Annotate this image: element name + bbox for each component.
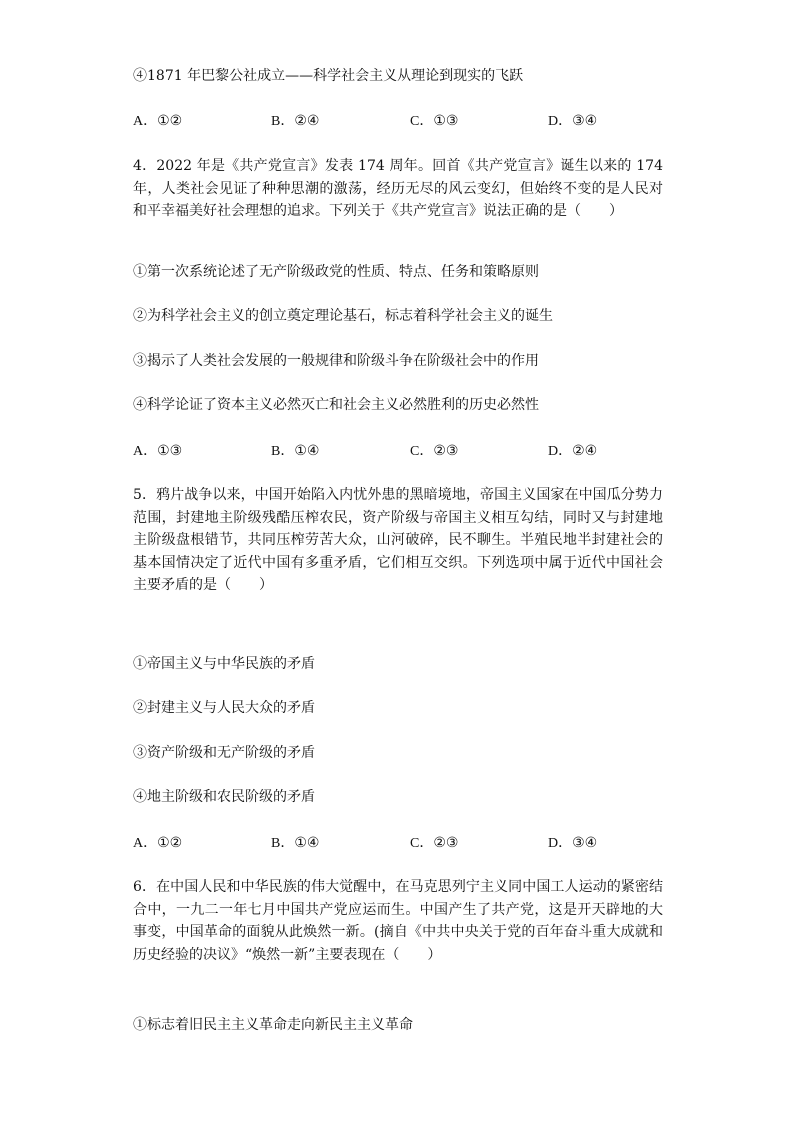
q3-option-b[interactable] [271, 110, 319, 130]
q5-statement-3: ③资产阶级和无产阶级的矛盾 [133, 745, 315, 761]
q4-option-b-label: B． [271, 444, 295, 459]
q4-option-a[interactable] [133, 440, 182, 460]
q3-option-c-label: C． [410, 114, 434, 129]
q5-option-d-label: D． [548, 836, 573, 851]
q5-option-b-value: ①④ [294, 835, 320, 851]
q4-option-a-label: A． [133, 444, 158, 459]
q3-statement-4: ④1871 年巴黎公社成立——科学社会主义从理论到现实的飞跃 [133, 68, 524, 84]
q6-statement-1: ①标志着旧民主主义革命走向新民主主义革命 [133, 1017, 413, 1033]
q5-option-a[interactable] [133, 832, 182, 852]
q5-option-a-value: ①② [157, 835, 183, 851]
q3-option-a-label: A． [133, 114, 158, 129]
q4-option-d[interactable] [548, 440, 597, 460]
q5-statement-1: ①帝国主义与中华民族的矛盾 [133, 656, 315, 672]
q3-option-c[interactable] [410, 110, 458, 130]
q3-option-c-value: ①③ [433, 113, 459, 129]
q4-option-c[interactable] [410, 440, 458, 460]
q3-option-d-value: ③④ [572, 113, 598, 129]
q4-options [133, 440, 663, 462]
q3-options [133, 110, 663, 132]
q3-option-d[interactable] [548, 110, 597, 130]
q3-option-a-value: ①② [157, 113, 183, 129]
q4-statement-3: ③揭示了人类社会发展的一般规律和阶级斗争在阶级社会中的作用 [133, 353, 539, 369]
q4-option-a-value: ①③ [157, 443, 183, 459]
q4-option-d-label: D． [548, 444, 573, 459]
q5-option-c-value: ②③ [433, 835, 459, 851]
q3-option-d-label: D． [548, 114, 573, 129]
q4-stem: 4．2022 年是《共产党宣言》发表 174 周年。回首《共产党宣言》诞生以来的 174 年，人类社会见证了种种思潮的激荡，经历无尽的风云变幻，但始终不变的是人民对和平幸福美好社会理想的追求。下列关于《共产党宣言》说法正确的是（ ） [133, 158, 663, 220]
q5-option-a-label: A． [133, 836, 158, 851]
q3-option-b-label: B． [271, 114, 295, 129]
q4-option-c-value: ②③ [433, 443, 459, 459]
q5-option-c[interactable] [410, 832, 458, 852]
q5-statement-2: ②封建主义与人民大众的矛盾 [133, 700, 315, 716]
q5-stem: 5．鸦片战争以来，中国开始陷入内忧外患的黑暗境地，帝国主义国家在中国瓜分势力范围，封建地主阶级残酷压榨农民，资产阶级与帝国主义相互勾结，同时又与封建地主阶级盘根错节，共同压榨劳苦大众，山河破碎，民不聊生。半殖民地半封建社会的基本国情决定了近代中国有多重矛盾，它们相互交织。下列选项中属于近代中国社会主要矛盾的是（ ） [133, 487, 663, 594]
q5-option-c-label: C． [410, 836, 434, 851]
q5-option-b[interactable] [271, 832, 319, 852]
q3-option-b-value: ②④ [294, 113, 320, 129]
q4-statement-2: ②为科学社会主义的创立奠定理论基石，标志着科学社会主义的诞生 [133, 308, 553, 324]
q3-option-a[interactable] [133, 110, 182, 130]
q5-option-d[interactable] [548, 832, 597, 852]
q4-option-b[interactable] [271, 440, 319, 460]
q4-option-b-value: ①④ [294, 443, 320, 459]
q6-stem: 6．在中国人民和中华民族的伟大觉醒中，在马克思列宁主义同中国工人运动的紧密结合中，一九二一年七月中国共产党应运而生。中国产生了共产党，这是开天辟地的大事变，中国革命的面貌从此焕然一新。(摘自《中共中央关于党的百年奋斗重大成就和历史经验的决议》“焕然一新”主要表现在（ ） [133, 879, 663, 963]
q5-options [133, 832, 663, 854]
q4-option-d-value: ②④ [572, 443, 598, 459]
q5-statement-4: ④地主阶级和农民阶级的矛盾 [133, 789, 315, 805]
q5-option-d-value: ③④ [572, 835, 598, 851]
q4-option-c-label: C． [410, 444, 434, 459]
q5-option-b-label: B． [271, 836, 295, 851]
q4-statement-1: ①第一次系统论述了无产阶级政党的性质、特点、任务和策略原则 [133, 264, 539, 280]
q4-statement-4: ④科学论证了资本主义必然灭亡和社会主义必然胜利的历史必然性 [133, 397, 539, 413]
